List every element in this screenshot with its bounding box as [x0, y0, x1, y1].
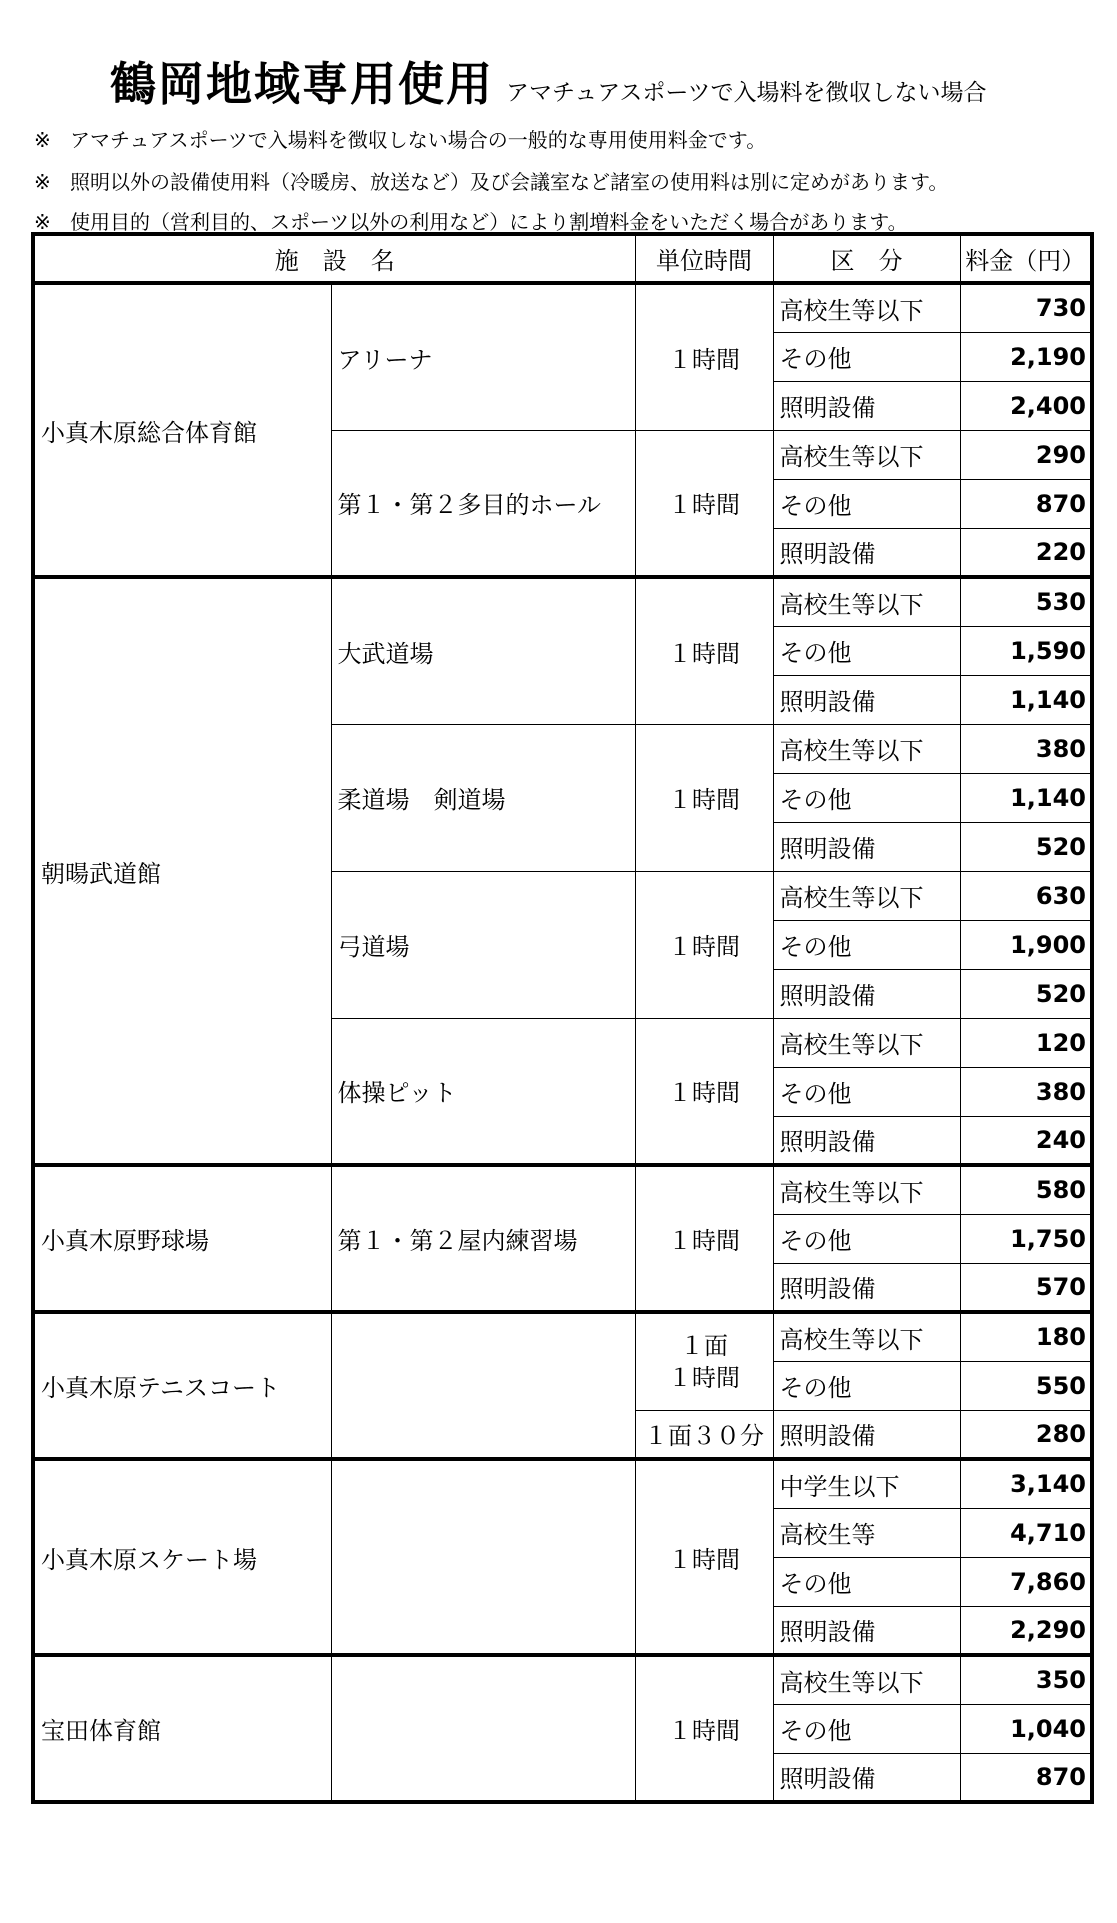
facility-name: 小真木原野球場 [33, 1165, 331, 1312]
division: 照明設備 [773, 1410, 960, 1459]
note-mark: ※ [34, 128, 51, 152]
fee-value: 530 [960, 577, 1092, 626]
division: 照明設備 [773, 1606, 960, 1655]
fee-value: 350 [960, 1655, 1092, 1704]
sub-facility-name: 大武道場 [331, 577, 635, 724]
note-1 [34, 124, 766, 153]
facility-name: 朝暘武道館 [33, 577, 331, 1165]
header-facility: 施 設 名 [33, 234, 635, 283]
sub-facility-name: 第１・第２多目的ホール [331, 430, 635, 577]
fee-value: 870 [960, 479, 1092, 528]
fee-value: 630 [960, 871, 1092, 920]
fee-value: 1,040 [960, 1704, 1092, 1753]
note-mark: ※ [34, 210, 51, 234]
division: その他 [773, 1557, 960, 1606]
header-division: 区 分 [773, 234, 960, 283]
fee-value: 520 [960, 822, 1092, 871]
division: その他 [773, 1214, 960, 1263]
sub-facility-name: 柔道場 剣道場 [331, 724, 635, 871]
fee-value: 2,400 [960, 381, 1092, 430]
header-unit: 単位時間 [635, 234, 773, 283]
table-row [33, 1655, 1092, 1704]
fee-value: 870 [960, 1753, 1092, 1802]
note-text: 使用目的（営利目的、スポーツ以外の利用など）により割増料金をいただく場合があります。 [70, 210, 908, 234]
fee-value: 180 [960, 1312, 1092, 1361]
division: その他 [773, 1361, 960, 1410]
fee-value: 220 [960, 528, 1092, 577]
unit-time: １時間 [635, 871, 773, 1018]
sub-facility-name: 第１・第２屋内練習場 [331, 1165, 635, 1312]
table-row [33, 1459, 1092, 1508]
fee-value: 3,140 [960, 1459, 1092, 1508]
fee-value: 380 [960, 1067, 1092, 1116]
fee-value: 520 [960, 969, 1092, 1018]
table-row [33, 577, 1092, 626]
note-2 [34, 166, 948, 195]
fee-value: 580 [960, 1165, 1092, 1214]
fee-value: 550 [960, 1361, 1092, 1410]
note-text: 照明以外の設備使用料（冷暖房、放送など）及び会議室など諸室の使用料は別に定めがあります。 [70, 170, 949, 194]
note-mark: ※ [34, 170, 51, 194]
facility-group [33, 1655, 1092, 1802]
facility-name: 小真木原テニスコート [33, 1312, 331, 1459]
unit-time-lighting: １面３０分 [635, 1410, 773, 1459]
unit-time: １時間 [635, 1018, 773, 1165]
division: 高校生等以下 [773, 1312, 960, 1361]
facility-name: 小真木原スケート場 [33, 1459, 331, 1655]
division: 高校生等以下 [773, 577, 960, 626]
note-text: アマチュアスポーツで入場料を徴収しない場合の一般的な専用使用料金です。 [70, 128, 767, 152]
fee-value: 730 [960, 283, 1092, 332]
sub-facility-name: 弓道場 [331, 871, 635, 1018]
facility-group [33, 1165, 1092, 1312]
division: 照明設備 [773, 381, 960, 430]
fee-value: 120 [960, 1018, 1092, 1067]
fee-value: 570 [960, 1263, 1092, 1312]
division: 照明設備 [773, 1116, 960, 1165]
unit-time: １時間 [635, 283, 773, 430]
fee-value: 1,750 [960, 1214, 1092, 1263]
sub-facility-name: 体操ピット [331, 1018, 635, 1165]
facility-group [33, 1459, 1092, 1655]
division: 照明設備 [773, 675, 960, 724]
division: 高校生等以下 [773, 1655, 960, 1704]
fee-value: 1,140 [960, 773, 1092, 822]
fee-value: 2,290 [960, 1606, 1092, 1655]
fee-table [31, 232, 1094, 1804]
fee-value: 7,860 [960, 1557, 1092, 1606]
table-row [33, 1312, 1092, 1361]
sub-facility-name [331, 1312, 635, 1459]
facility-group [33, 283, 1092, 577]
table-header-row [33, 234, 1092, 283]
fee-value: 1,590 [960, 626, 1092, 675]
fee-value: 1,900 [960, 920, 1092, 969]
division: その他 [773, 626, 960, 675]
table-row [33, 283, 1092, 332]
unit-time: １時間 [635, 430, 773, 577]
fee-value: 240 [960, 1116, 1092, 1165]
division: 照明設備 [773, 969, 960, 1018]
unit-time: １時間 [635, 1655, 773, 1802]
fee-value: 2,190 [960, 332, 1092, 381]
division: その他 [773, 773, 960, 822]
fee-value: 1,140 [960, 675, 1092, 724]
division: その他 [773, 1704, 960, 1753]
division: 高校生等以下 [773, 430, 960, 479]
facility-name: 宝田体育館 [33, 1655, 331, 1802]
page-subtitle: アマチュアスポーツで入場料を徴収しない場合 [506, 80, 987, 106]
division: 照明設備 [773, 1263, 960, 1312]
division: 高校生等以下 [773, 1018, 960, 1067]
unit-time: １時間 [635, 724, 773, 871]
division: 高校生等以下 [773, 283, 960, 332]
unit-time: １時間 [635, 1165, 773, 1312]
division: 高校生等以下 [773, 871, 960, 920]
division: 高校生等以下 [773, 724, 960, 773]
division: 照明設備 [773, 1753, 960, 1802]
facility-group [33, 1312, 1092, 1459]
title-row [110, 48, 986, 114]
page-title: 鶴岡地域専用使用 [110, 57, 494, 111]
unit-time: １時間 [635, 1459, 773, 1655]
fee-value: 280 [960, 1410, 1092, 1459]
sub-facility-name [331, 1459, 635, 1655]
division: その他 [773, 1067, 960, 1116]
division: その他 [773, 920, 960, 969]
sub-facility-name: アリーナ [331, 283, 635, 430]
fee-value: 4,710 [960, 1508, 1092, 1557]
fee-value: 290 [960, 430, 1092, 479]
facility-name: 小真木原総合体育館 [33, 283, 331, 577]
division: 高校生等 [773, 1508, 960, 1557]
division: 中学生以下 [773, 1459, 960, 1508]
sub-facility-name [331, 1655, 635, 1802]
fee-value: 380 [960, 724, 1092, 773]
division: 照明設備 [773, 528, 960, 577]
unit-time: １時間 [635, 577, 773, 724]
division: その他 [773, 479, 960, 528]
table-row [33, 1165, 1092, 1214]
header-fee: 料金（円） [960, 234, 1092, 283]
division: 高校生等以下 [773, 1165, 960, 1214]
unit-time: １面 １時間 [635, 1312, 773, 1410]
division: 照明設備 [773, 822, 960, 871]
note-3 [34, 206, 908, 235]
division: その他 [773, 332, 960, 381]
facility-group [33, 577, 1092, 1165]
